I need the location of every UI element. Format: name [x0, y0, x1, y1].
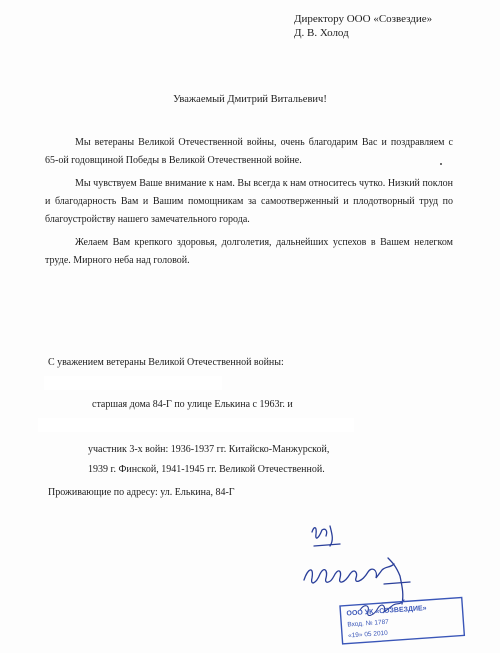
letter-body — [45, 134, 453, 275]
addressee-line-1: Директору ООО «Созвездие» — [294, 13, 433, 25]
signature-intro: С уважением ветераны Великой Отечественной войны: — [48, 357, 284, 368]
stamp-line-1: ООО УК «СОЗВЕЗДИЕ» — [346, 604, 427, 618]
redacted-name-1 — [44, 376, 222, 390]
greeting: Уважаемый Дмитрий Витальевич! — [173, 94, 327, 105]
paragraph-1: Мы ветераны Великой Отечественной войны, очень благодарим Вас и поздравляем с 65-ой годовщиной Победы в Великой Отечественной войне. — [45, 137, 453, 166]
stamp-line-3: «19» 05 2010 — [347, 629, 389, 640]
signature-senior-line: старшая дома 84-Г по улице Елькина с 1963г. и — [92, 399, 293, 410]
paragraph-3: Желаем Вам крепкого здоровья, долголетия, дальнейших успехов в Вашем нелегком труде. Мирного неба над головой. — [45, 237, 453, 266]
signature-participant-line-2: 1939 г. Финской, 1941-1945 гг. Великой Отечественной. — [88, 464, 325, 475]
signature-address-line: Проживающие по адресу: ул. Елькина, 84-Г — [48, 487, 235, 498]
handwritten-mark-1 — [312, 526, 340, 546]
stray-dot — [440, 163, 442, 165]
handwritten-signature-2 — [304, 558, 410, 604]
stamp-line-2: Вход. № 1787 — [347, 618, 390, 629]
addressee-line-2: Д. В. Холод — [294, 27, 349, 39]
addressee-block — [294, 12, 432, 40]
redacted-name-2 — [38, 418, 354, 432]
paragraph-2: Мы чувствуем Ваше внимание к нам. Вы всегда к нам относитесь чутко. Низкий поклон и благодарность Вам и Вашим помощникам за самоотверженный и плодотворный труд по благоустройству нашего замечательного города. — [45, 178, 453, 225]
signature-participant-line-1: участник 3-х войн: 1936-1937 гг. Китайско-Манжурской, — [88, 444, 330, 455]
handwritten-signatures — [300, 520, 500, 650]
